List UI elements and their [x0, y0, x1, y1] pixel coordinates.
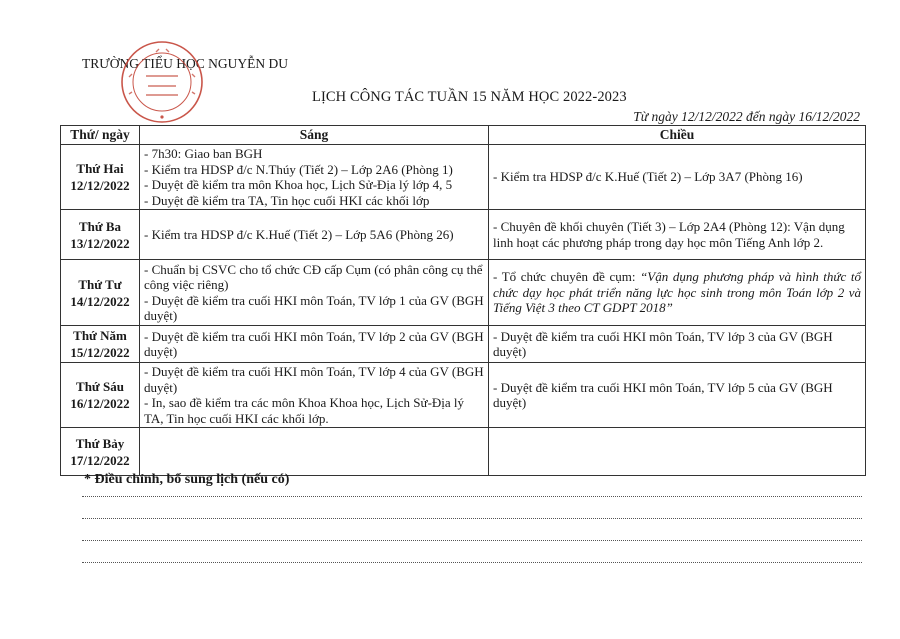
- morning-item: - Duyệt đề kiểm tra cuối HKI môn Toán, TV lớp 2 của GV (BGH duyệt): [144, 328, 484, 359]
- table-header-row: [61, 126, 866, 145]
- morning-item: - Duyệt đề kiểm tra cuối HKI môn Toán, TV lớp 4 của GV (BGH duyệt): [144, 364, 484, 395]
- school-name: TRƯỜNG TIỂU HỌC NGUYỄN DU: [82, 56, 288, 71]
- afternoon-item: - Tổ chức chuyên đề cụm:: [493, 269, 641, 285]
- afternoon-cell: [489, 260, 866, 326]
- school-stamp: [118, 40, 206, 124]
- day-date: 15/12/2022: [70, 345, 130, 360]
- day-cell: [61, 210, 140, 260]
- day-cell: [61, 145, 140, 210]
- day-date: 16/12/2022: [70, 396, 130, 411]
- afternoon-item: - Duyệt đề kiểm tra cuối HKI môn Toán, TV lớp 3 của GV (BGH duyệt): [493, 328, 833, 359]
- afternoon-cell: [489, 363, 866, 428]
- afternoon-item: - Chuyên đề khối chuyên (Tiết 3) – Lớp 2A4 (Phòng 12): Vận dụng linh hoạt các phương pháp trong dạy học môn Tiếng Anh lớp 2.: [493, 219, 845, 250]
- day-cell: [61, 363, 140, 428]
- morning-item: - Kiểm tra HDSP đ/c N.Thúy (Tiết 2) – Lớp 2A6 (Phòng 1): [144, 161, 453, 177]
- afternoon-cell: [489, 428, 866, 476]
- day-cell: [61, 428, 140, 476]
- day-date: 12/12/2022: [70, 178, 130, 193]
- day-date: 14/12/2022: [70, 293, 130, 309]
- morning-item: - Duyệt đề kiểm tra môn Khoa học, Lịch Sử-Địa lý lớp 4, 5: [144, 177, 453, 192]
- page-title: LỊCH CÔNG TÁC TUẦN 15 NĂM HỌC 2022-2023: [312, 89, 627, 105]
- column-header-morning: Sáng: [140, 126, 489, 145]
- morning-item: - Duyệt đề kiểm tra TA, Tin học cuối HKI các khối lớp: [144, 192, 430, 208]
- morning-cell: [140, 363, 489, 428]
- morning-item: - 7h30: Giao ban BGH: [144, 146, 263, 161]
- morning-cell: [140, 145, 489, 210]
- dotted-line: [82, 540, 862, 541]
- column-header-afternoon: Chiều: [489, 126, 866, 145]
- date-range: Từ ngày 12/12/2022 đến ngày 16/12/2022: [633, 109, 860, 124]
- morning-cell: [140, 260, 489, 326]
- table-row: [61, 210, 866, 260]
- morning-cell: [140, 326, 489, 363]
- table-row: [61, 363, 866, 428]
- schedule-table: [60, 125, 866, 476]
- dotted-line: [82, 496, 862, 497]
- afternoon-item: - Kiểm tra HDSP đ/c K.Huế (Tiết 2) – Lớp 3A7 (Phòng 16): [493, 169, 803, 185]
- afternoon-cell: [489, 210, 866, 260]
- dotted-line: [82, 562, 862, 563]
- day-date: 13/12/2022: [70, 235, 130, 251]
- table-row: [61, 260, 866, 326]
- afternoon-topic: “Vận dụng phương pháp và hình thức tổ chức dạy học phát triển năng lực học sinh trong môn Toán lớp 2 và Tiếng Việt 3 theo CT GDPT 2018”: [493, 269, 861, 316]
- column-header-day: Thứ/ ngày: [61, 126, 140, 145]
- table-row: [61, 145, 866, 210]
- morning-item: - Kiểm tra HDSP đ/c K.Huế (Tiết 2) – Lớp 5A6 (Phòng 26): [144, 226, 454, 242]
- morning-item: - Chuẩn bị CSVC cho tổ chức CĐ cấp Cụm (có phân công cụ thể công việc riêng): [144, 261, 483, 292]
- morning-item: - Duyệt đề kiểm tra cuối HKI môn Toán, TV lớp 1 của GV (BGH duyệt): [144, 292, 484, 323]
- day-date: 17/12/2022: [70, 452, 130, 468]
- day-name: Thứ Ba: [78, 218, 122, 234]
- day-name: Thứ Năm: [73, 328, 127, 343]
- day-name: Thứ Hai: [76, 161, 124, 176]
- morning-cell: [140, 210, 489, 260]
- afternoon-cell: [489, 326, 866, 363]
- afternoon-cell: [489, 145, 866, 210]
- morning-item: - In, sao đề kiểm tra các môn Khoa Khoa học, Lịch Sử-Địa lý TA, Tin học cuối HKI các khối lớp.: [144, 395, 465, 426]
- day-cell: [61, 326, 140, 363]
- afternoon-item: - Duyệt đề kiểm tra cuối HKI môn Toán, TV lớp 5 của GV (BGH duyệt): [493, 379, 833, 410]
- adjustment-note: * Điều chỉnh, bổ sung lịch (nếu có): [84, 472, 290, 487]
- day-name: Thứ Tư: [78, 276, 122, 292]
- table-row: [61, 326, 866, 363]
- day-cell: [61, 260, 140, 326]
- morning-cell: [140, 428, 489, 476]
- dotted-line: [82, 518, 862, 519]
- day-name: Thứ Bảy: [75, 435, 125, 451]
- day-name: Thứ Sáu: [76, 379, 124, 394]
- table-row: [61, 428, 866, 476]
